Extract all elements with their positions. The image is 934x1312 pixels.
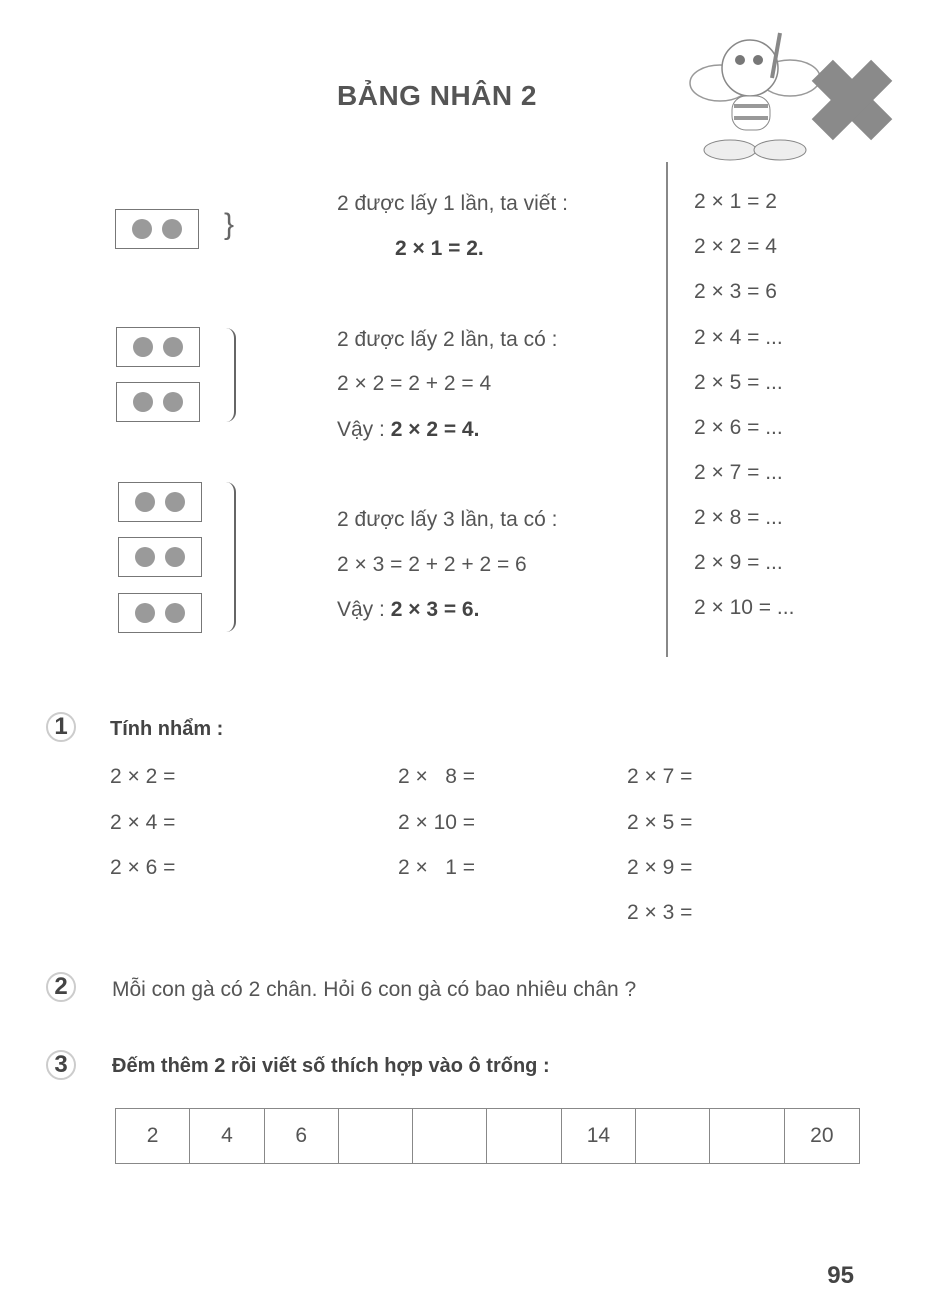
empty-cell[interactable] — [636, 1109, 710, 1163]
table-row: 2 × 5 = ... — [694, 371, 783, 394]
exercise-item: 2 × 2 = — [110, 765, 176, 788]
divider-line — [666, 162, 668, 657]
page-number: 95 — [827, 1262, 854, 1289]
table-row: 2 × 4 = ... — [694, 326, 783, 349]
intro-text: 2 được lấy 2 lần, ta có : — [337, 328, 558, 351]
table-row: 2 × 9 = ... — [694, 551, 783, 574]
exercise-item: 2 × 1 = — [398, 856, 476, 879]
bee-mascot-illustration — [680, 28, 900, 168]
intro-text: 2 được lấy 3 lần, ta có : — [337, 508, 558, 531]
number-cell: 4 — [190, 1109, 264, 1163]
number-cell: 14 — [562, 1109, 636, 1163]
table-row: 2 × 2 = 4 — [694, 235, 777, 258]
brace-icon — [226, 328, 236, 422]
intro-text: 2 được lấy 1 lần, ta viết : — [337, 192, 568, 215]
table-row: 2 × 3 = 6 — [694, 280, 777, 303]
exercise-item: 2 × 10 = — [398, 811, 476, 834]
number-cell: 6 — [265, 1109, 339, 1163]
two-dots-box — [115, 209, 199, 249]
conclusion-prefix: Vậy : — [337, 598, 391, 621]
intro-formula: 2 × 3 = 2 + 2 + 2 = 6 — [337, 553, 527, 576]
conclusion-prefix: Vậy : — [337, 418, 391, 441]
exercise-heading: Tính nhẩm : — [110, 718, 224, 740]
conclusion-formula: 2 × 2 = 4. — [390, 418, 480, 441]
empty-cell[interactable] — [710, 1109, 784, 1163]
exercise-number: 2 — [46, 972, 76, 1002]
two-dots-box — [116, 382, 200, 422]
table-row: 2 × 8 = ... — [694, 506, 783, 529]
counting-cells — [115, 1108, 860, 1164]
empty-cell[interactable] — [413, 1109, 487, 1163]
table-row: 2 × 7 = ... — [694, 461, 783, 484]
empty-cell[interactable] — [487, 1109, 561, 1163]
intro-formula: 2 × 2 = 2 + 2 = 4 — [337, 372, 492, 395]
number-cell: 2 — [116, 1109, 190, 1163]
brace-icon: } — [224, 208, 235, 241]
two-dots-box — [118, 537, 202, 577]
exercise-number: 3 — [46, 1050, 76, 1080]
two-dots-box — [118, 593, 202, 633]
exercise-heading: Đếm thêm 2 rồi viết số thích hợp vào ô trống : — [112, 1055, 550, 1077]
exercise-number: 1 — [46, 712, 76, 742]
exercise-item: 2 × 5 = — [627, 811, 693, 834]
table-row: 2 × 6 = ... — [694, 416, 783, 439]
table-row: 2 × 1 = 2 — [694, 190, 777, 213]
page-title: BẢNG NHÂN 2 — [337, 80, 537, 111]
intro-formula: 2 × 1 = 2. — [395, 237, 484, 260]
exercise-item: 2 × 9 = — [627, 856, 693, 879]
intro-conclusion — [337, 598, 479, 622]
intro-conclusion — [337, 418, 479, 442]
exercise-item: 2 × 4 = — [110, 811, 176, 834]
exercise-item: 2 × 7 = — [627, 765, 693, 788]
exercise-item: 2 × 3 = — [627, 901, 693, 924]
conclusion-formula: 2 × 3 = 6. — [390, 598, 480, 621]
exercise-item: 2 × 6 = — [110, 856, 176, 879]
two-dots-box — [116, 327, 200, 367]
table-row: 2 × 10 = ... — [694, 596, 795, 619]
brace-icon — [226, 482, 236, 632]
exercise-text: Mỗi con gà có 2 chân. Hỏi 6 con gà có bao nhiêu chân ? — [112, 978, 637, 1001]
two-dots-box — [118, 482, 202, 522]
exercise-item: 2 × 8 = — [398, 765, 476, 788]
empty-cell[interactable] — [339, 1109, 413, 1163]
number-cell: 20 — [810, 1124, 834, 1147]
multiply-sign-icon — [793, 41, 900, 160]
